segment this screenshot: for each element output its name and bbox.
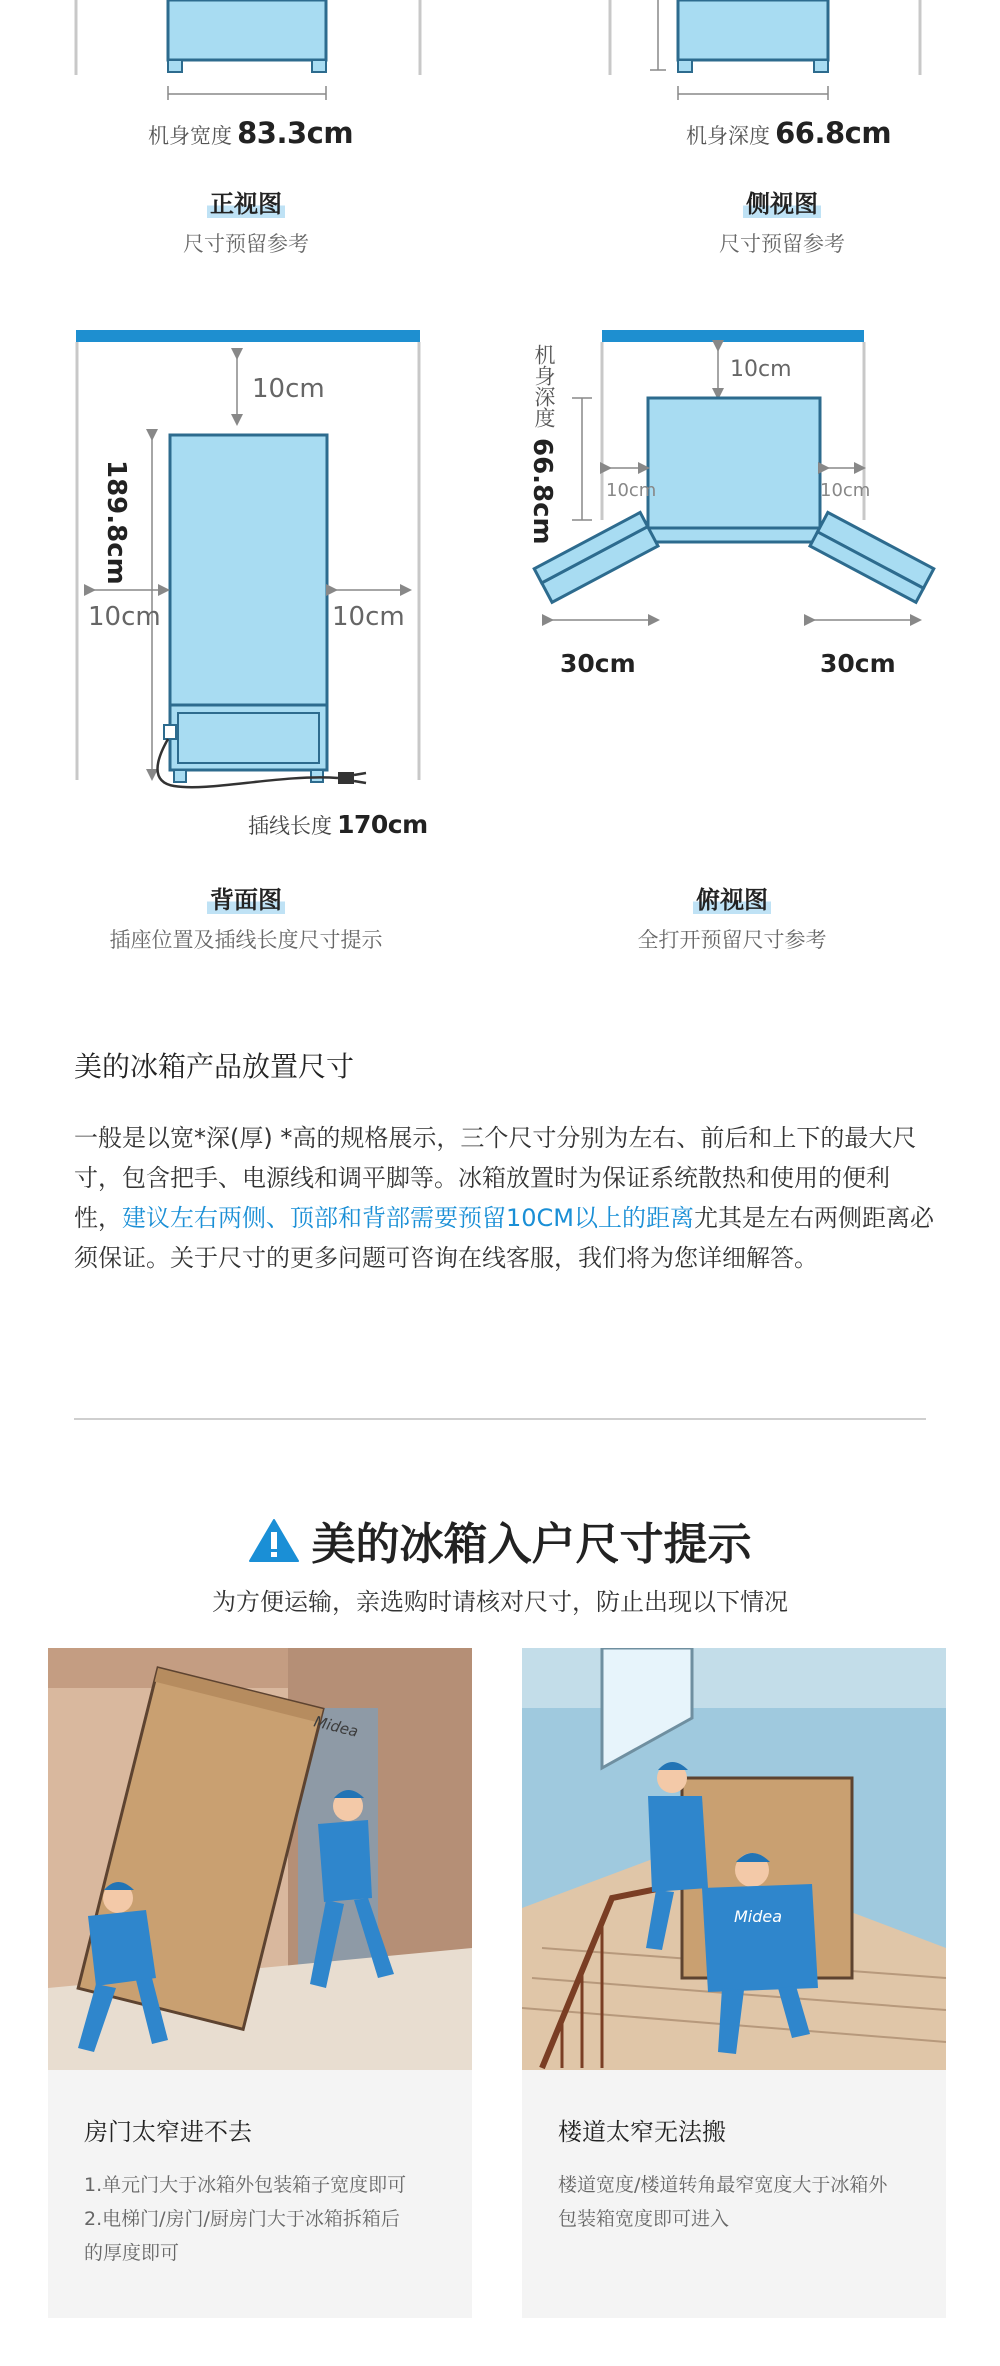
top-top-bar [602, 330, 864, 342]
narrow-stair-illustration [522, 1648, 946, 2070]
back-left-gap: 10cm [88, 602, 161, 632]
cord-length-dimension [248, 810, 428, 840]
plug-icon [338, 772, 354, 784]
back-fridge-body [170, 435, 327, 705]
front-view-title: 正视图 [76, 184, 416, 219]
placement-heading: 美的冰箱产品放置尺寸 [74, 1050, 355, 1083]
side-fridge-body [678, 0, 828, 60]
back-view-subtitle: 插座位置及插线长度尺寸提示 [109, 928, 383, 952]
back-top-bar [76, 330, 420, 342]
top-view-subtitle: 全打开预留尺寸参考 [637, 928, 827, 952]
narrow-door-illustration [48, 1648, 472, 2070]
back-height-value: 189.8cm [101, 460, 131, 585]
card-narrow-stair-text: 楼道宽度/楼道转角最窄宽度大于冰箱外 包装箱宽度即可进入 [558, 2174, 888, 2230]
back-top-gap: 10cm [252, 374, 325, 404]
top-depth-label: 机身深度 [532, 344, 556, 428]
side-depth-label: 机身深度 [686, 124, 770, 148]
delivery-title-row [0, 1508, 1000, 1572]
top-view-diagram [520, 320, 940, 700]
side-depth-dimension [686, 116, 891, 150]
top-right-door-value: 30cm [820, 649, 896, 678]
delivery-title: 美的冰箱入户尺寸提示 [311, 1519, 752, 1570]
cord-length-value: 170cm [337, 810, 428, 839]
top-fridge-doors-edge [648, 528, 820, 542]
box-brand-2: Midea [734, 1907, 783, 1926]
side-view-title: 侧视图 [612, 184, 952, 219]
front-width-value: 83.3cm [237, 116, 354, 150]
card-narrow-door-text: 1.单元门大于冰箱外包装箱子宽度即可 2.电梯门/房门/厨房门大于冰箱拆箱后 的厚度即可 [84, 2174, 407, 2264]
card-narrow-door [48, 2070, 472, 2318]
warning-icon [248, 1517, 300, 1563]
front-width-label: 机身宽度 [148, 124, 232, 148]
card-narrow-stair-title: 楼道太窄无法搬 [558, 2118, 726, 2146]
cord-length-label: 插线长度 [248, 814, 332, 838]
top-left-door-value: 30cm [560, 649, 636, 678]
card-narrow-door-title: 房门太窄进不去 [84, 2118, 252, 2146]
front-view-subtitle: 尺寸预留参考 [183, 232, 309, 256]
back-right-gap: 10cm [332, 602, 405, 632]
card-narrow-stair [522, 2070, 946, 2318]
top-right-gap: 10cm [820, 480, 871, 501]
front-width-dimension [148, 116, 353, 150]
back-view-diagram [60, 320, 440, 850]
front-side-diagrams [0, 0, 1000, 100]
top-depth-value: 66.8cm [527, 438, 557, 545]
top-top-gap: 10cm [730, 357, 792, 382]
top-fridge-body [648, 398, 820, 528]
socket-icon [164, 725, 176, 739]
placement-highlight: 建议左右两侧、顶部和背部需要预留10CM以上的距离 [122, 1204, 695, 1232]
box-brand-1: Midea [312, 1712, 361, 1741]
side-depth-value: 66.8cm [775, 116, 892, 150]
delivery-subtitle: 为方便运输，亲选购时请核对尺寸，防止出现以下情况 [212, 1588, 788, 1616]
side-view-subtitle: 尺寸预留参考 [719, 232, 845, 256]
section-divider [74, 1418, 926, 1420]
back-view-title: 背面图 [76, 880, 416, 915]
placement-paragraph: 一般是以宽*深(厚) *高的规格展示，三个尺寸分别为左右、前后和上下的最大尺寸，包含把手、电源线和调平脚等。冰箱放置时为保证系统散热和使用的便利性，建议左右两侧、顶部和背部需要预留10CM以上的距离尤其是左右两侧距离必须保证。关于尺寸的更多问题可咨询在线客服，我们将为您详细解答。 [74, 1124, 935, 1272]
top-left-gap: 10cm [606, 480, 657, 501]
top-view-title: 俯视图 [562, 880, 902, 915]
front-fridge-body [168, 0, 326, 60]
right-door-open [810, 512, 934, 602]
back-compressor [170, 705, 327, 770]
